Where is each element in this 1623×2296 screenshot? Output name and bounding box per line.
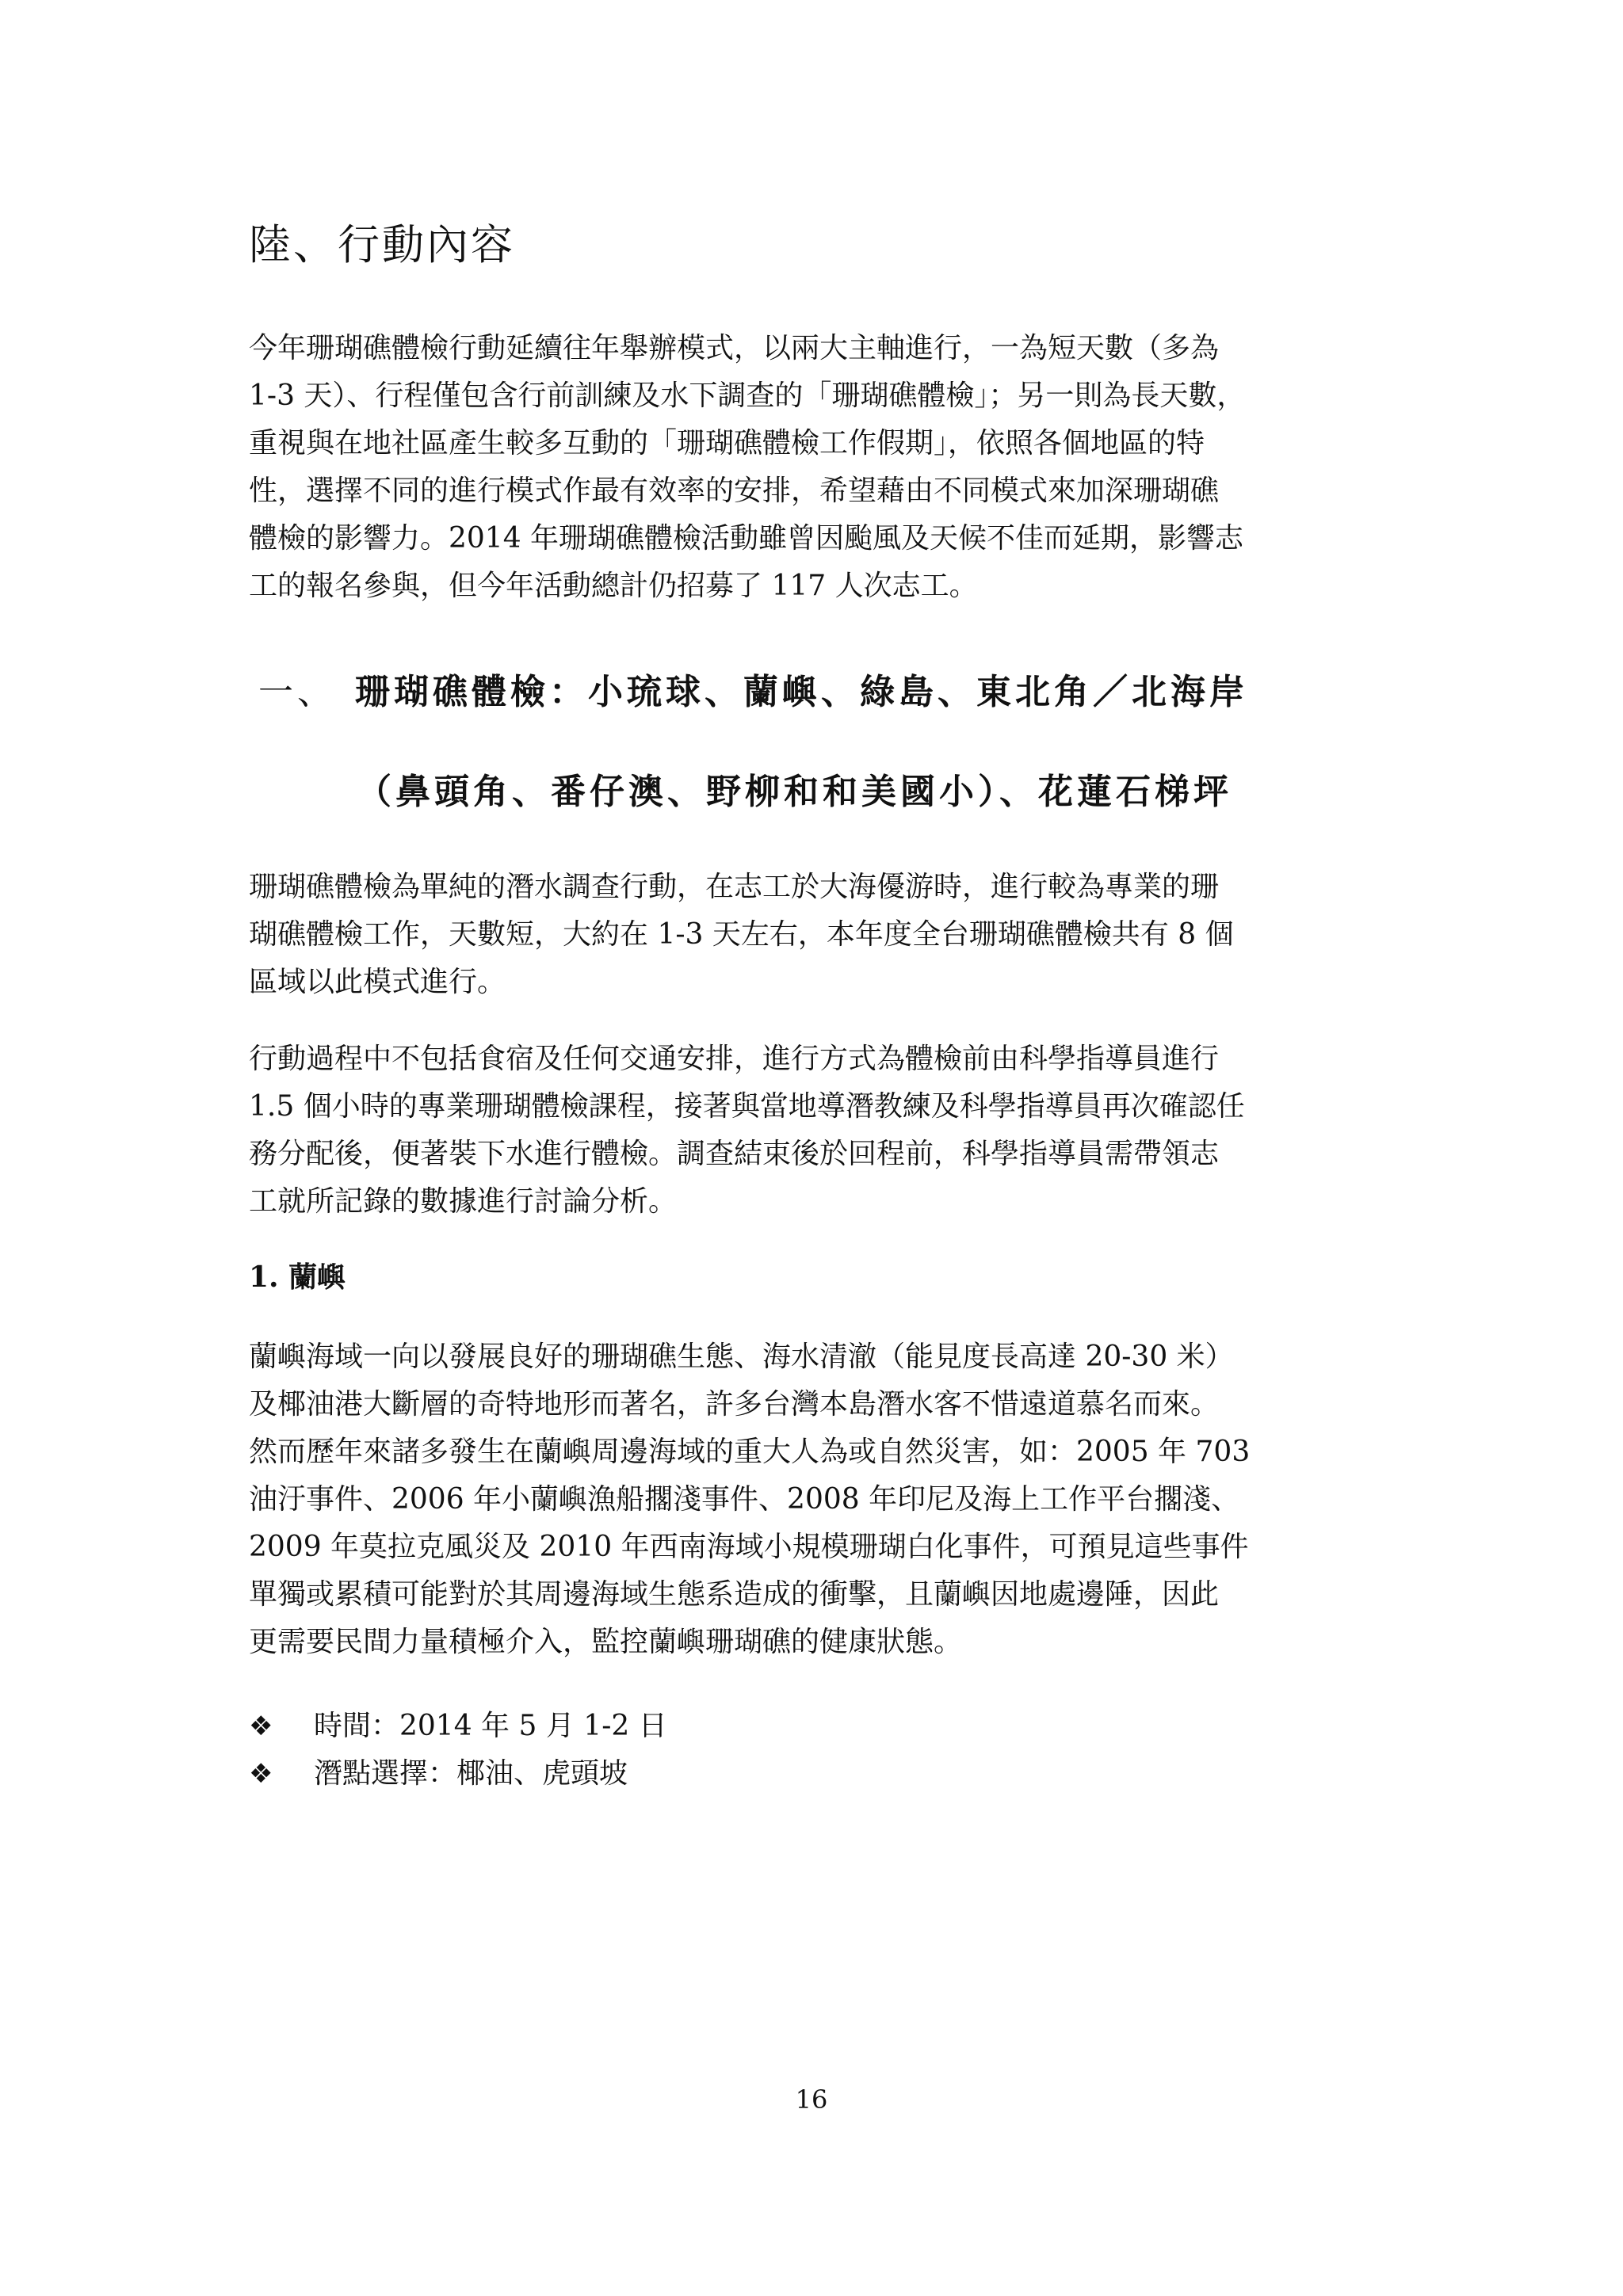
lanyu-line: 蘭嶼海域一向以發展良好的珊瑚礁生態、海水清澈（能見度長高達 20-30 米）: [249, 1341, 1234, 1373]
procedure-line: 1.5 個小時的專業珊瑚體檢課程，接著與當地導潛教練及科學指導員再次確認任: [249, 1090, 1245, 1123]
procedure-paragraph: [249, 1035, 1382, 1226]
subheading-line-one: [258, 665, 1248, 720]
details-list: [249, 1703, 667, 1798]
lanyu-line: 然而歷年來諸多發生在蘭嶼周邊海域的重大人為或自然災害，如：2005 年 703: [249, 1436, 1251, 1468]
coral-check-description: [249, 864, 1382, 1006]
lanyu-line: 2009 年莫拉克風災及 2010 年西南海域小規模珊瑚白化事件，可預見這些事件: [249, 1531, 1249, 1563]
date-text: 時間：2014 年 5 月 1-2 日: [314, 1710, 667, 1742]
procedure-line: 務分配後，便著裝下水進行體檢。調查結束後於回程前，科學指導員需帶領志: [249, 1138, 1220, 1170]
section-title: 陸、行動內容: [249, 221, 515, 269]
page-number: 16: [795, 2084, 828, 2115]
intro-paragraph: [249, 325, 1382, 610]
lanyu-paragraph: [249, 1333, 1382, 1666]
lanyu-line: 油汙事件、2006 年小蘭嶼漁船擱淺事件、2008 年印尼及海上工作平台擱淺、: [249, 1483, 1240, 1516]
description-line: 瑚礁體檢工作，天數短，大約在 1-3 天左右，本年度全台珊瑚礁體檢共有 8 個: [249, 918, 1234, 951]
procedure-line: 工就所記錄的數據進行討論分析。: [249, 1185, 678, 1218]
intro-line: 1-3 天）、行程僅包含行前訓練及水下調查的「珊瑚礁體檢」；另一則為長天數，: [249, 379, 1246, 412]
intro-line: 體檢的影響力。2014 年珊瑚礁體檢活動雖曾因颱風及天候不佳而延期，影響志: [249, 522, 1244, 555]
description-line: 區域以此模式進行。: [249, 966, 506, 998]
dive-site-list-item: [249, 1750, 667, 1798]
description-line: 珊瑚礁體檢為單純的潛水調查行動，在志工於大海優游時，進行較為專業的珊: [249, 871, 1220, 903]
lanyu-line: 單獨或累積可能對於其周邊海域生態系造成的衝擊，且蘭嶼因地處邊陲，因此: [249, 1578, 1220, 1611]
intro-line: 重視與在地社區產生較多互動的「珊瑚礁體檢工作假期」，依照各個地區的特: [249, 427, 1205, 460]
subheading-number: 一、: [258, 672, 336, 712]
lanyu-line: 更需要民間力量積極介入，監控蘭嶼珊瑚礁的健康狀態。: [249, 1626, 963, 1658]
diamond-cluster-icon: ❖: [249, 1711, 273, 1742]
dive-site-text: 潛點選擇：椰油、虎頭坡: [314, 1757, 628, 1790]
intro-line: 今年珊瑚礁體檢行動延續往年舉辦模式，以兩大主軸進行，一為短天數（多為: [249, 332, 1220, 364]
date-list-item: [249, 1703, 667, 1750]
lanyu-item-title: 1. 蘭嶼: [249, 1261, 346, 1294]
diamond-cluster-icon: ❖: [249, 1758, 273, 1790]
subheading-line-two: （鼻頭角、番仔澳、野柳和和美國小）、花蓮石梯坪: [357, 772, 1232, 812]
intro-line: 性，選擇不同的進行模式作最有效率的安排，希望藉由不同模式來加深珊瑚礁: [249, 475, 1220, 507]
lanyu-line: 及椰油港大斷層的奇特地形而著名，許多台灣本島潛水客不惜遠道慕名而來。: [249, 1388, 1220, 1421]
subheading-text-one: 珊瑚礁體檢：小琉球、蘭嶼、綠島、東北角／北海岸: [355, 672, 1248, 712]
procedure-line: 行動過程中不包括食宿及任何交通安排，進行方式為體檢前由科學指導員進行: [249, 1043, 1220, 1075]
intro-line: 工的報名參與，但今年活動總計仍招募了 117 人次志工。: [249, 570, 978, 602]
